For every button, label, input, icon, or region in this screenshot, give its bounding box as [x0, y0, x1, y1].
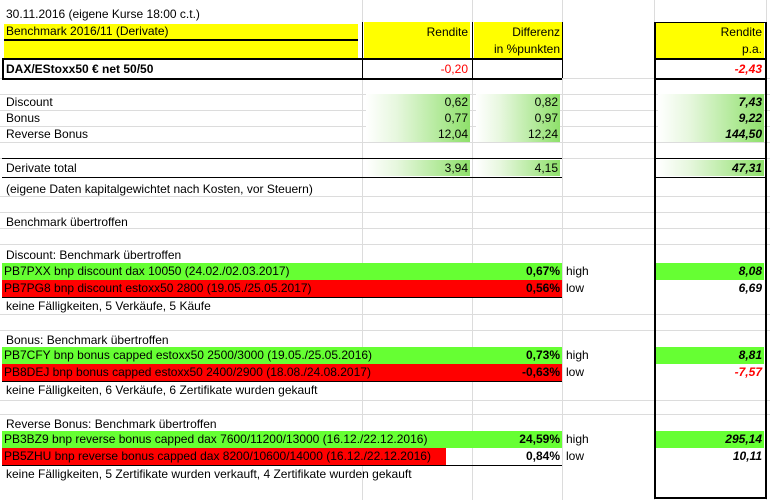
- bonus-low-tag: low: [566, 365, 585, 379]
- reverse-high-value: 24,59%: [519, 432, 560, 446]
- discount-low-tag: low: [566, 281, 585, 295]
- bonus-low-value: -0,63%: [521, 365, 560, 379]
- reverse-low-name: PB5ZHU bnp reverse bonus capped dax 8200/10600/14000 (16.12./22.12.2016): [2, 448, 446, 465]
- bonus-low-name: PB8DEJ bnp bonus capped estoxx50 2400/2900 (18.08./24.08.2017): [2, 364, 562, 381]
- category-pa: 9,22: [658, 110, 764, 126]
- reverse-footer: keine Fälligkeiten, 5 Zertifikate wurden verkauft, 4 Zertifikate wurden gekauft: [6, 467, 412, 481]
- note: (eigene Daten kapitalgewichtet nach Kosten, vor Steuern): [6, 182, 313, 196]
- header-differenz-2: in %punkten: [493, 42, 560, 56]
- category-differenz: 0,97: [476, 110, 560, 126]
- benchmark-rendite: -0,20: [440, 62, 468, 76]
- reverse-high-tag: high: [566, 432, 589, 446]
- bonus-footer: keine Fälligkeiten, 6 Verkäufe, 6 Zertifikate wurden gekauft: [6, 383, 318, 397]
- border: [472, 22, 473, 78]
- bonus-low-pa: -7,57: [734, 365, 762, 379]
- discount-footer: keine Fälligkeiten, 5 Verkäufe, 5 Käufe: [6, 299, 211, 313]
- total-label: Derivate total: [6, 161, 77, 175]
- bonus-high-value: 0,73%: [525, 348, 560, 362]
- discount-low-name: PB7PG8 bnp discount estoxx50 2800 (19.05./25.05.2017): [2, 280, 562, 297]
- border: [2, 158, 562, 159]
- reverse-low-tag: low: [566, 449, 585, 463]
- reverse-heading: Reverse Bonus: Benchmark übertroffen: [6, 417, 217, 431]
- category-label: Discount: [6, 95, 53, 109]
- border: [654, 158, 766, 159]
- border: [2, 58, 562, 60]
- pa-column-border-right: [765, 22, 767, 498]
- bonus-high-name: PB7CFY bnp bonus capped estoxx50 2500/3000 (19.05./25.05.2016): [2, 347, 562, 364]
- border: [2, 297, 562, 298]
- header-rendite: Rendite: [426, 25, 468, 39]
- border: [2, 78, 562, 80]
- border: [654, 58, 766, 60]
- border: [2, 381, 562, 382]
- border: [2, 177, 562, 178]
- bonus-high-pa: 8,81: [656, 347, 764, 364]
- category-label: Reverse Bonus: [6, 127, 89, 141]
- category-rendite: 12,04: [366, 126, 470, 142]
- date-line: 30.11.2016 (eigene Kurse 18:00 c.t.): [6, 7, 200, 21]
- total-pa: 47,31: [658, 160, 764, 176]
- border: [654, 78, 766, 80]
- category-differenz: 0,82: [476, 94, 560, 110]
- benchmark-pa: -2,43: [734, 62, 762, 76]
- category-rendite: 0,77: [366, 110, 470, 126]
- reverse-high-pa: 295,14: [656, 431, 764, 448]
- benchmark-title: Benchmark 2016/11 (Derivate): [4, 23, 358, 41]
- category-pa: 144,50: [658, 126, 764, 142]
- discount-low-pa: 6,69: [738, 281, 762, 295]
- header-pa-2: p.a.: [741, 42, 762, 56]
- discount-high-tag: high: [566, 264, 589, 278]
- bonus-high-tag: high: [566, 348, 589, 362]
- category-rendite: 0,62: [366, 94, 470, 110]
- discount-high-name: PB7PXX bnp discount dax 10050 (24.02./02.03.2017): [2, 263, 562, 280]
- discount-low-value: 0,56%: [525, 281, 560, 295]
- total-differenz: 4,15: [476, 160, 560, 176]
- border: [2, 58, 4, 78]
- total-rendite: 3,94: [366, 160, 470, 176]
- border: [654, 177, 766, 178]
- reverse-high-name: PB3BZ9 bnp reverse bonus capped dax 7600/11200/13000 (16.12./22.12.2016): [2, 431, 562, 448]
- category-label: Bonus: [6, 111, 41, 125]
- border: [2, 465, 562, 466]
- discount-high-value: 0,67%: [525, 264, 560, 278]
- reverse-low-pa: 10,11: [732, 449, 762, 463]
- discount-heading: Discount: Benchmark übertroffen: [6, 248, 182, 262]
- discount-high-pa: 8,08: [656, 263, 764, 280]
- reverse-low-value: 0,84%: [525, 449, 560, 463]
- header-pa-1: Rendite: [720, 25, 762, 39]
- category-pa: 7,43: [658, 94, 764, 110]
- border: [562, 22, 563, 78]
- border: [654, 22, 767, 23]
- benchmark-label: DAX/EStoxx50 € net 50/50: [6, 62, 154, 76]
- border: [362, 22, 363, 78]
- header-differenz-1: Differenz: [512, 25, 560, 39]
- bonus-heading: Bonus: Benchmark übertroffen: [6, 333, 169, 347]
- pa-column-border-left: [654, 22, 656, 498]
- border: [654, 497, 767, 499]
- category-differenz: 12,24: [476, 126, 560, 142]
- benchmark-beaten: Benchmark übertroffen: [6, 215, 128, 229]
